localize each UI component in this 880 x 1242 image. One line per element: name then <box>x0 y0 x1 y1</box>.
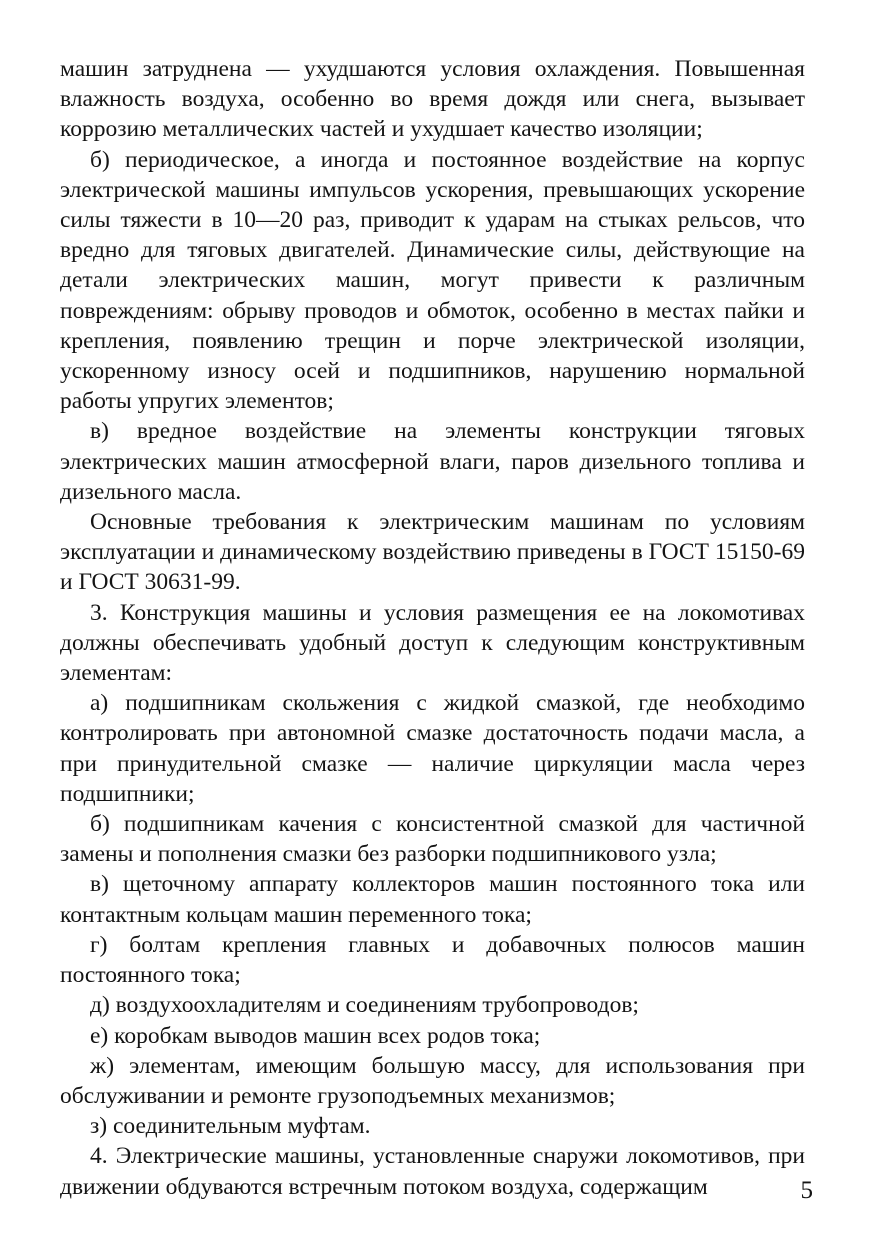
paragraph: д) воздухоохладителям и соединениям трубопроводов; <box>90 992 639 1019</box>
paragraph: з) соединительным муфтам. <box>90 1113 371 1140</box>
paragraph: б) подшипникам качения с консистентной смазкой для частичной замены и пополнения смазки без разборки подшипникового узла; <box>60 811 805 868</box>
paragraph: машин затруднена — ухудшаются условия охлаждения. Повышенная влажность воздуха, особенно во время дождя или снега, вызывает коррозию металлических частей и ухудшает качество изоляции; <box>60 56 805 143</box>
paragraph: б) периодическое, а иногда и постоянное воздействие на корпус электрической машины импульсов ускорения, превышающих ускорение силы тяжести в 10—20 раз, приводит к ударам на стыках рельсов, что вредно для тяговых двигателей. Динамические силы, действующие на детали электрических машин, могут привести к различным повреждениям: обрыву проводов и обмоток, особенно в местах пайки и крепления, появлению трещин и порче электрической изоляции, ускоренному износу осей и подшипников, нарушению нормальной работы упругих элементов; <box>60 146 805 415</box>
paragraph: а) подшипникам скольжения с жидкой смазкой, где необходимо контролировать при автономной смазке достаточность подачи масла, а при принудительной смазке — наличие циркуляции масла через подшипники; <box>60 690 805 807</box>
paragraph: в) вредное воздействие на элементы конструкции тяговых электрических машин атмосферной влаги, паров дизельного топлива и дизельного масла. <box>60 418 805 505</box>
paragraph: ж) элементам, имеющим большую массу, для использования при обслуживании и ремонте грузоподъемных механизмов; <box>60 1052 805 1109</box>
page-body <box>60 54 805 1202</box>
paragraph: в) щеточному аппарату коллекторов машин постоянного тока или контактным кольцам машин переменного тока; <box>60 871 805 928</box>
paragraph: г) болтам крепления главных и добавочных полюсов машин постоянного тока; <box>60 931 805 989</box>
paragraph: 3. Конструкция машины и условия размещения ее на локомотивах должны обеспечивать удобный доступ к следующим конструктивным элементам: <box>60 599 805 687</box>
page-number: 5 <box>800 1177 813 1204</box>
paragraph: е) коробкам выводов машин всех родов тока; <box>90 1022 541 1049</box>
paragraph: 4. Электрические машины, установленные снаружи локомотивов, при движении обдуваются встречным потоком воздуха, содержащим <box>60 1143 805 1200</box>
paragraph: Основные требования к электрическим машинам по условиям эксплуатации и динамическому воздействию приведены в ГОСТ 15150-69 и ГОСТ 30631-99. <box>60 509 805 596</box>
